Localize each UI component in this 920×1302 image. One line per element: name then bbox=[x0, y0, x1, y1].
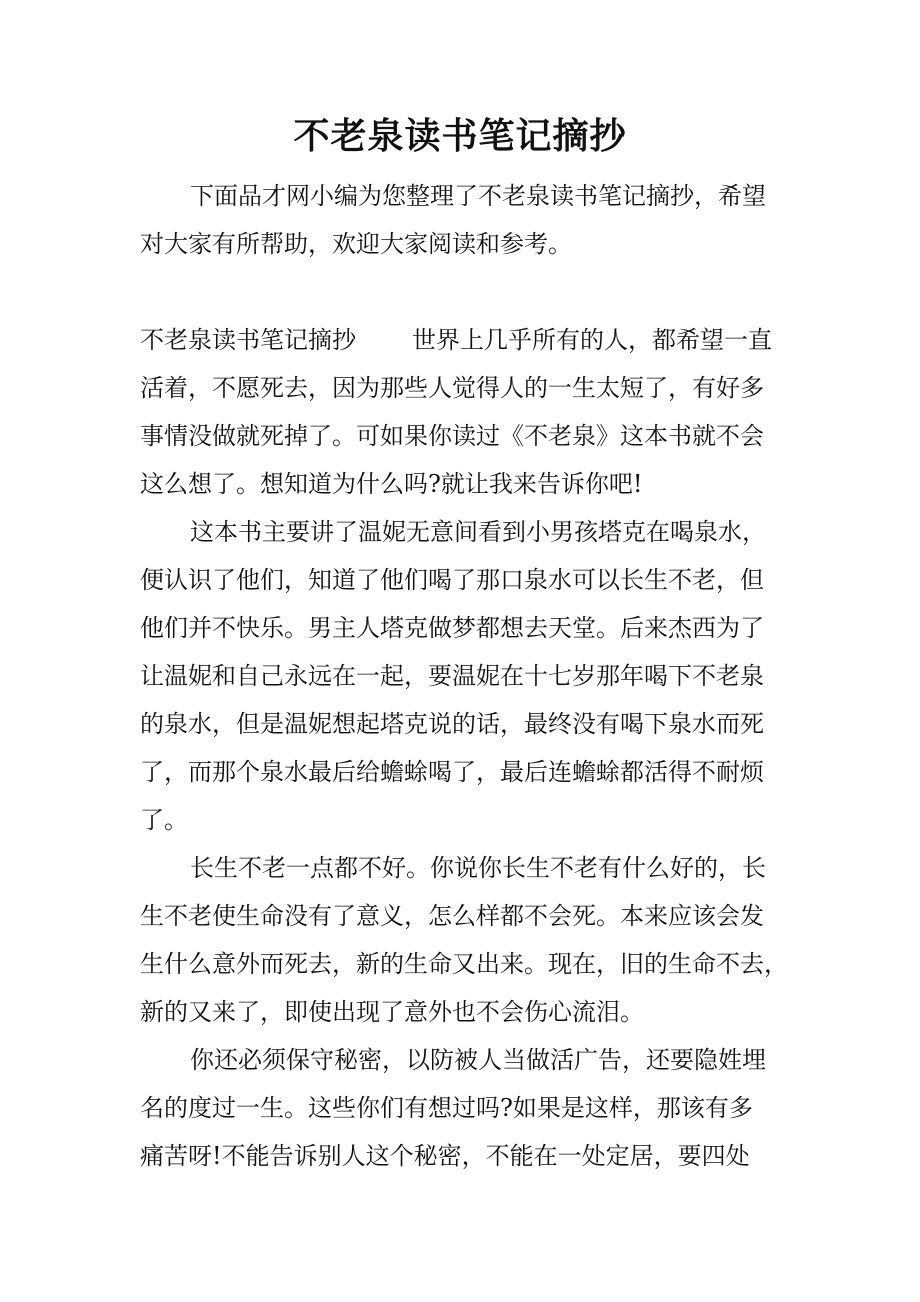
section-heading: 不老泉读书笔记摘抄 bbox=[140, 326, 356, 354]
paragraph2-line-7: 了。 bbox=[140, 806, 188, 834]
paragraph2-line-4: 让温妮和自己永远在一起，要温妮在十七岁那年喝下不老泉 bbox=[140, 662, 764, 690]
document-title: 不老泉读书笔记摘抄 bbox=[293, 115, 627, 157]
paragraph3-line-2: 生不老使生命没有了意义，怎么样都不会死。本来应该会发 bbox=[140, 902, 764, 930]
paragraph3-line-3: 生什么意外而死去，新的生命又出来。现在，旧的生命不去， bbox=[140, 950, 788, 978]
paragraph2-line-5: 的泉水，但是温妮想起塔克说的话，最终没有喝下泉水而死 bbox=[140, 710, 764, 738]
paragraph1-line-2: 事情没做就死掉了。可如果你读过《不老泉》这本书就不会 bbox=[140, 422, 764, 450]
intro-line-1: 下面品才网小编为您整理了不老泉读书笔记摘抄，希望 bbox=[190, 182, 766, 210]
paragraph2-line-2: 便认识了他们，知道了他们喝了那口泉水可以长生不老，但 bbox=[140, 566, 764, 594]
paragraph4-line-2: 名的度过一生。这些你们有想过吗?如果是这样，那该有多 bbox=[140, 1094, 753, 1122]
paragraph2-line-1: 这本书主要讲了温妮无意间看到小男孩塔克在喝泉水， bbox=[190, 518, 766, 546]
intro-line-2: 对大家有所帮助，欢迎大家阅读和参考。 bbox=[140, 230, 572, 258]
paragraph2-line-6: 了，而那个泉水最后给蟾蜍喝了，最后连蟾蜍都活得不耐烦 bbox=[140, 758, 764, 786]
paragraph1-line-3: 这么想了。想知道为什么吗?就让我来告诉你吧! bbox=[140, 470, 643, 498]
paragraph3-line-4: 新的又来了，即使出现了意外也不会伤心流泪。 bbox=[140, 998, 644, 1026]
paragraph3-line-1: 长生不老一点都不好。你说你长生不老有什么好的，长 bbox=[190, 854, 766, 882]
paragraph2-line-3: 他们并不快乐。男主人塔克做梦都想去天堂。后来杰西为了 bbox=[140, 614, 764, 642]
paragraph4-line-1: 你还必须保守秘密，以防被人当做活广告，还要隐姓埋 bbox=[190, 1046, 766, 1074]
section-first-line-text: 世界上几乎所有的人，都希望一直 bbox=[412, 326, 772, 354]
paragraph1-line-1: 活着，不愿死去，因为那些人觉得人的一生太短了，有好多 bbox=[140, 374, 764, 402]
paragraph4-line-3: 痛苦呀!不能告诉别人这个秘密，不能在一处定居，要四处 bbox=[140, 1142, 750, 1170]
